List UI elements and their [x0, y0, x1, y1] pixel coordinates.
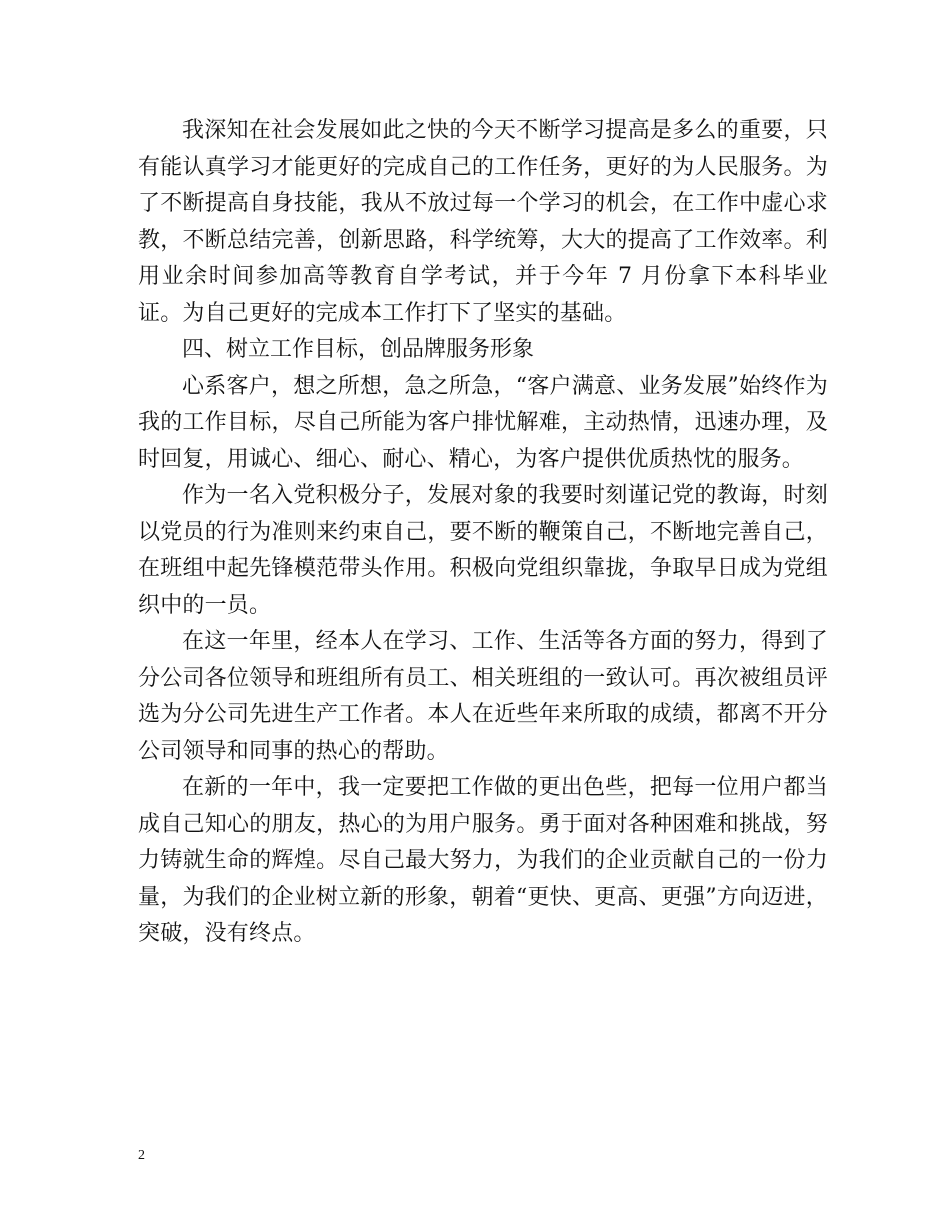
section-heading-goals: 四、树立工作目标，创品牌服务形象 — [182, 337, 535, 362]
paragraph-new-year: 在新的一年中，我一定要把工作做的更出色些，把每一位用户都当成自己知心的朋友，热心的为用户服务。勇于面对各种困难和挑战，努力铸就生命的辉煌。尽自己最大努力，为我们的企业贡献自己的一份力量，为我们的企业树立新的形象，朝着“更快、更高、更强”方向迈进，突破，没有终点。 — [138, 775, 828, 946]
page-number: 2 — [138, 1148, 145, 1163]
paragraph-customers: 心系客户，想之所想，急之所急，“客户满意、业务发展”始终作为我的工作目标，尽自己所能为客户排忧解难，主动热情，迅速办理，及时回复，用诚心、细心、耐心、精心，为客户提供优质热忱的服务。 — [138, 373, 828, 472]
paragraph-party: 作为一名入党积极分子，发展对象的我要时刻谨记党的教诲，时刻以党员的行为准则来约束自己，要不断的鞭策自己，不断地完善自己，在班组中起先锋模范带头作用。积极向党组织靠拢，争取早日成为党组织中的一员。 — [138, 483, 828, 618]
paragraph-study: 我深知在社会发展如此之快的今天不断学习提高是多么的重要，只有能认真学习才能更好的完成自己的工作任务，更好的为人民服务。为了不断提高自身技能，我从不放过每一个学习的机会，在工作中虚心求教，不断总结完善，创新思路，科学统筹，大大的提高了工作效率。利用业余时间参加高等教育自学考试，并于今年 7 月份拿下本科毕业证。为自己更好的完成本工作打下了坚实的基础。 — [138, 118, 828, 326]
document-body — [138, 113, 828, 953]
paragraph-achievements: 在这一年里，经本人在学习、工作、生活等各方面的努力，得到了分公司各位领导和班组所有员工、相关班组的一致认可。再次被组员评选为分公司先进生产工作者。本人在近些年来所取的成绩，都离不开分公司领导和同事的热心的帮助。 — [138, 629, 828, 764]
